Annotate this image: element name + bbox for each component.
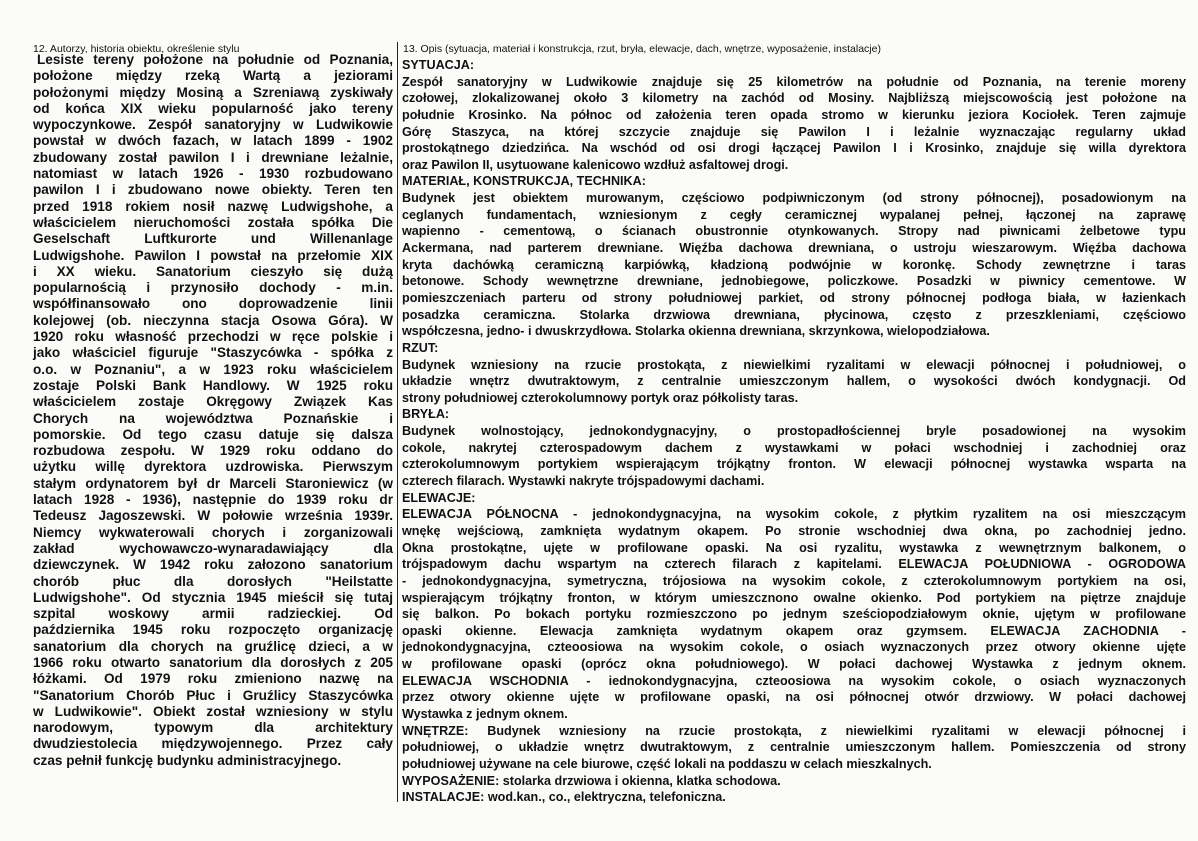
history-text-line: właścicielem nieruchomości została spółka Die [33,214,393,230]
description-text-line: Budynek wzniesiony na rzucie prostokąta, z niewielkimi ryzalitami w elewacji północnej i południowej, o [402,357,1186,372]
history-text-line: Ludwigshohe. Pawilon I powstał na przełomie XIX [33,247,393,263]
description-text-line: oraz Pawilon II, usytuowane kalenicowo wzdłuż asfaltowej drogi. [402,157,789,172]
description-text-line: ELEWACJA PÓŁNOCNA - jednokondygnacyjna, na wysokim cokole, z płytkim ryzalitem na osi mieszczącym [402,507,1186,522]
history-text-line: natomiast w latach 1926 - 1930 rozbudowano [33,166,393,182]
history-text-line: Chorych na województwa Poznańskie i [33,410,393,426]
description-text-line: - jednokondygnacyjna, symetryczna, trójosiowa na wysokim cokole, z czterokolumnowym portykiem na osi, [402,573,1186,588]
history-text-line: pawilon I i zbudowano nowe obiekty. Teren ten [33,182,393,198]
description-text-line: południowej używane na cele biurowe, część lokali na poddaszu w celach mieszkalnych. [402,756,932,771]
history-text-line: łóżkami. Od 1979 roku zmieniono nazwę na [33,671,393,687]
history-text-line: Geselschaft Luftkurorte und Willenanlage [33,231,393,247]
description-text-line: Budynek jest obiektem murowanym, częściowo podpiwniczonym (od strony północnej), posadowionym na [402,191,1186,206]
history-text-line: od końca XIX wieku popularność jako tereny [33,100,393,116]
history-text-line: właścicielem zostaje Okręgowy Związek Kas [33,394,393,410]
history-text-line: położonymi między Mosiną a Szreniawą zyskiwały [33,84,393,100]
history-text-line: użytku willę dyrektora uzdrowiska. Pierwszym [33,459,393,475]
history-text-line: dwudziestolecia międzywojennego. Przez cały [33,736,393,752]
history-text-line: zostaje Polski Bank Handlowy. W 1925 roku [33,377,393,393]
description-text-line: betonowe. Schody wewnętrzne drewniane, jednobiegowe, policzkowe. Posadzki w piwnicy cementowe. W [402,274,1186,289]
description-text-line: przez otwory okienne ujęte w profilowane opaski, na osi północnej otwór drzwiowy. W połaci dachowej [402,690,1186,705]
history-text-line: sanatorium dla chorych na gruźlicę dzieci, a w [33,638,393,654]
description-text-line: Wystawka z jednym oknem. [402,706,568,721]
description-text-line: południe Krosinko. Na północ od założenia teren opada stromo w kierunku jeziora Kociołek. Teren zajmuje [402,107,1186,122]
history-text-line: o.o. w Poznaniu", a w 1923 roku właścicielem [33,361,393,377]
description-text-line: współczesna, jedno- i dwuskrzydłowa. Stolarka okienna drewniana, skrzynkowa, wielopodziałowa. [402,324,990,339]
description-text-line: pomieszczeniach parteru od strony południowej parkiet, od strony północnej podłoga biała, w łazienkach [402,290,1186,305]
history-text-line: października 1945 roku rozpoczęto organizację [33,622,393,638]
section-heading: BRYŁA: [402,407,450,422]
history-text-line: w Ludwikowie". Obiekt został wzniesiony w stylu [33,703,393,719]
history-text-line: Lesiste tereny położone na południe od Poznania, [37,52,393,67]
section-heading: MATERIAŁ, KONSTRUKCJA, TECHNIKA: [402,174,646,189]
description-text-line: wspierającym trójkątny fronton, w którym umieszcznono owalne okienko. Pod portykiem na piętrze znajduje [402,590,1186,605]
description-text-line: INSTALACJE: wod.kan., co., elektryczna, telefoniczna. [402,790,726,805]
history-text-line: szpital woskowy armii radzieckiej. Od [33,606,393,622]
history-text-line: wypoczynkowe. Zespół sanatoryjny w Ludwikowie [33,117,393,133]
section-heading: SYTUACJA: [402,58,475,72]
history-text-line: jako właściciel figuruje "Staszycówka - spółka z [33,345,393,361]
history-text-line: popularnością i przynosiło dochody - m.in. [33,280,393,296]
description-text-line: Okna prostokątne, ujęte w profilowane opaski. Na osi ryzalitu, wystawka z wewnętrznym balkonem, o [402,540,1186,555]
description-text-line: czołowej, zlokalizowanej około 3 kilometry na zachód od Mosiny. Najbliższą miejscowością jest położone na [402,91,1186,106]
description-text-column [402,57,1186,806]
section-heading: ELEWACJE: [402,490,476,505]
history-text-line: pomorskie. Od tego czasu datuje się dalsza [33,426,393,442]
history-text-column [33,52,393,769]
history-text-line: Tedeusz Jagoszewski. W połowie września 1939r. [33,508,393,524]
description-text-line: WYPOSAŻENIE: stolarka drzwiowa i okienna, klatka schodowa. [402,773,781,788]
history-text-line: położone między rzeką Wartą a jeziorami [33,68,393,84]
description-text-line: w profilowane opaski (oprócz okna południowego). W połaci dachowej Wystawka z jednym oknem. [402,657,1186,672]
section-heading: RZUT: [402,340,439,355]
description-text-line: prostokątnego dziedzińca. Na wschód od osi drogi łączącej Pawilon I i Krosinko, znajduje się willa dyrektora [402,141,1186,156]
description-text-line: Zespół sanatoryjny w Ludwikowie znajduje się 25 kilometrów na południe od Poznania, na terenie moreny [402,74,1186,89]
history-text-line: przed 1918 rokiem nosił nazwę Ludwigshohe, a [33,198,393,214]
history-text-line: kolejowej (ob. nieczynna stacja Osowa Góra). W [33,312,393,328]
description-text-line: cokole, nakrytej czterospadowym dachem z wystawkami w połaci wschodniej i zachodniej oraz [402,440,1186,455]
description-text-line: wapienno - cementową, o ścianach obustronnie otynkowanych. Stropy nad piwnicami żelbetowe typu [402,224,1186,239]
section-12-header: 12. Autorzy, historia obiektu, określenie stylu [33,43,240,55]
description-text-line: czterech filarach. Wystawki nakryte trójspadowymi dachami. [402,474,765,489]
description-text-line: Górę Staszyca, na której szczycie znajduje się Pawilon I i leżalnie wyznaczając regularny układ [402,124,1186,139]
history-text-line: współfinansowało ono doprowadzenie linii [33,296,393,312]
column-divider [397,42,398,802]
description-text-line: się balkon. Po bokach portyku rozmieszczono po jednym sześciopodziałowym oknie, ujętym w profilowane [402,607,1186,622]
description-text-line: wnękę wejściową, zamknięta wydatnym okapem. Po stronie wschodniej dwa okna, po zachodniej jedno. [402,523,1186,538]
description-text-line: strony południowej czterokolumnowy portyk oraz półkolisty taras. [402,390,799,405]
history-text-line: dziewczynek. W 1942 roku załozono sanatorium [33,557,393,573]
history-text-line: 1920 roku własność przechodzi w ręce polskie i [33,329,393,345]
history-text-line: zakład wychowawczo-wynaradawiający dla [33,540,393,556]
description-text-line: czterokolumnowym portykiem wspierającym trójkątny fronton. W elewacji północnej wystawka wsparta na [402,457,1186,472]
description-text-line: układzie wnętrz dwutraktowym, z centralnie umieszczonym hallem, o wysokości dwóch kondygnacji. Od [402,374,1186,389]
description-text-line: południowej, o układzie wnętrz dwutraktowym, z centralnie umieszczonym hallem. Pomieszczenia od strony [402,740,1186,755]
history-text-line: Ludwigshohe". Od stycznia 1945 mieścił się tutaj [33,589,393,605]
history-text-line: stałym ordynatorem był dr Marceli Staroniewicz (w [33,475,393,491]
description-text-line: ceglanych fundamentach, wzniesionym z cegły ceramicznej wypalanej pełnej, łączonej na zaprawę [402,207,1186,222]
history-text-line: zbudowany został pawilon I i drewniane leżalnie, [33,149,393,165]
description-text-line: ELEWACJA WSCHODNIA - iednokondygnacyjna, czteoosiowa na wysokim cokole, o osiach wyznaczonych [402,673,1186,688]
description-text-line: trójspadowym dachu wspartym na czterech filarach z kapitelami. ELEWACJA POŁUDNIOWA - OGRODOWA [402,557,1186,572]
history-text-line: "Sanatorium Chorób Płuc i Gruźlicy Staszycówka [33,687,393,703]
description-text-line: kryta dachówką ceramiczną karpiówką, kładzioną podwójnie w koronkę. Schody zewnętrzne i taras [402,257,1186,272]
description-text-line: jednokondygnacyjna, czteoosiowa na wysokim cokole, o osiach wyznaczonych przez otwory okienne ujęte [402,640,1186,655]
history-text-line: 1966 roku otwarto sanatorium dla dorosłych z 205 [33,654,393,670]
history-text-line: Niemcy wykwaterowali chorych i zorganizowali [33,524,393,540]
section-13-header: 13. Opis (sytuacja, materiał i konstrukcja, rzut, bryła, elewacje, dach, wnętrze, wyposażenie, instalacje) [403,43,881,55]
history-text-line: czas pełnił funkcję budynku administracyjnego. [33,752,342,768]
description-text-line: posadzka ceramiczna. Stolarka drzwiowa drewniana, płycinowa, często z przeszkleniami, częściowo [402,307,1186,322]
history-text-line: powstał w dwóch fazach, w latach 1899 - 1902 [33,133,393,149]
history-text-line: chorób płuc dla dorosłych "Heilstatte [33,573,393,589]
description-text-line: opaski okienne. Elewacja zamknięta wydatnym okapem oraz gzymsem. ELEWACJA ZACHODNIA - [402,623,1186,638]
history-text-line: i XX wieku. Sanatorium cieszyło się dużą [33,263,393,279]
description-text-line: Ackermana, nad parterem drewniane. Więźba dachowa drewniana, o ustroju wieszarowym. Więźba dachowa [402,241,1186,256]
description-text-line: Budynek wolnostojący, jednokondygnacyjny, o prostopadłościennej bryle posadowionej na wysokim [402,424,1186,439]
history-text-line: latach 1928 - 1936), następnie do 1939 roku dr [33,492,393,508]
history-text-line: rozbudowa zespołu. W 1929 roku oddano do [33,443,393,459]
description-text-line: WNĘTRZE: Budynek wzniesiony na rzucie prostokąta, z niewielkimi ryzalitami w elewacji północnej i [402,723,1186,738]
history-text-line: narodowym, typowym dla architektury [33,720,393,736]
